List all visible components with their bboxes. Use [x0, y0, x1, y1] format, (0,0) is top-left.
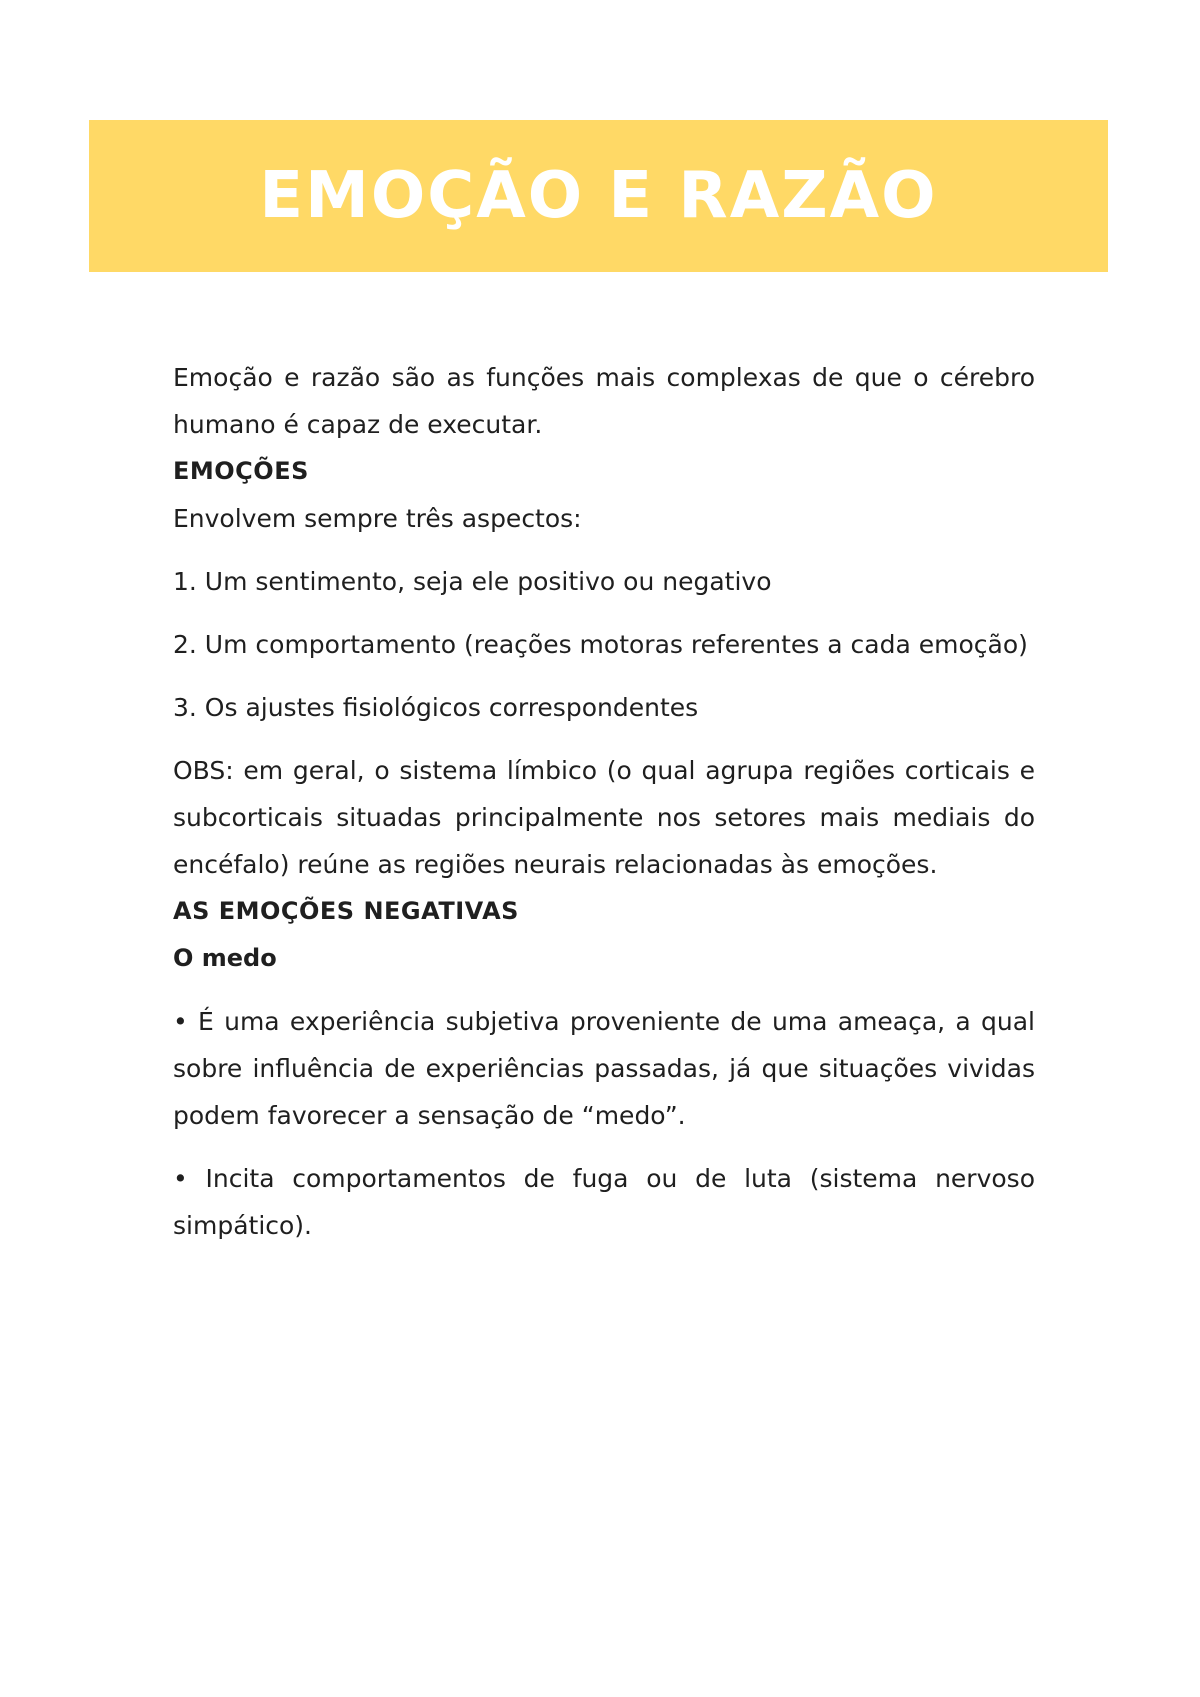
section-heading-emocoes: EMOÇÕES — [173, 457, 309, 485]
section-heading-emocoes-negativas: AS EMOÇÕES NEGATIVAS — [173, 897, 519, 925]
section-lead: Envolvem sempre três aspectos: — [173, 504, 582, 533]
document-body — [173, 354, 1035, 1249]
bullet-item: • Incita comportamentos de fuga ou de luta (sistema nervoso simpático). — [173, 1164, 1035, 1240]
subheading-medo: O medo — [173, 944, 277, 972]
document-title: EMOÇÃO E RAZÃO — [259, 159, 938, 233]
obs-note: OBS: em geral, o sistema límbico (o qual agrupa regiões corticais e subcorticais situadas principalmente nos setores mais mediais do encéfalo) reúne as regiões neurais relacionadas às emoções. — [173, 756, 1035, 879]
intro-paragraph: Emoção e razão são as funções mais complexas de que o cérebro humano é capaz de executar. — [173, 363, 1035, 439]
list-item: 2. Um comportamento (reações motoras referentes a cada emoção) — [173, 630, 1028, 659]
list-item: 3. Os ajustes fisiológicos correspondentes — [173, 693, 699, 722]
bullet-item: • É uma experiência subjetiva proveniente de uma ameaça, a qual sobre influência de experiências passadas, já que situações vividas podem favorecer a sensação de “medo”. — [173, 1007, 1035, 1130]
title-banner — [89, 120, 1108, 272]
list-item: 1. Um sentimento, seja ele positivo ou negativo — [173, 567, 772, 596]
